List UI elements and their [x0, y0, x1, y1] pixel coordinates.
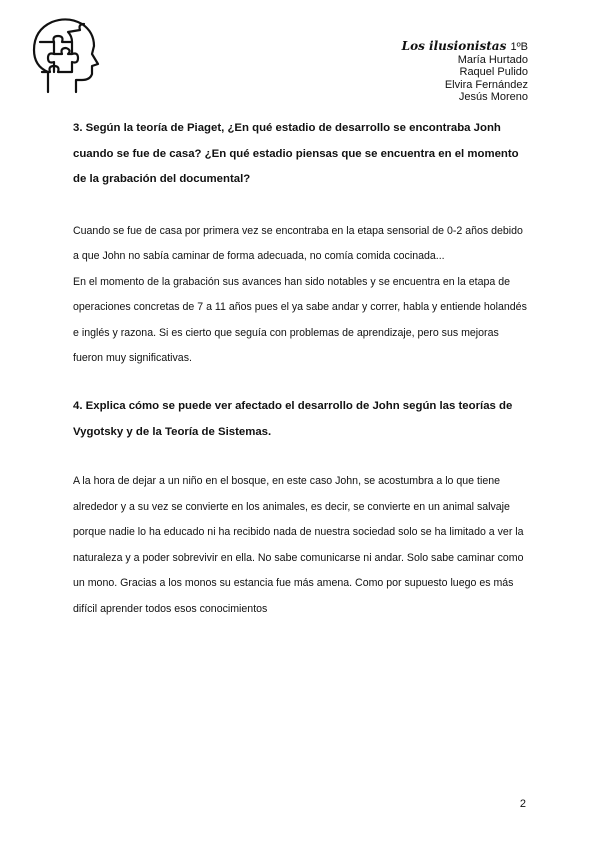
answer-3-paragraph-1: Cuando se fue de casa por primera vez se encontraba en la etapa sensorial de 0-2 años debido a que John no sabía caminar de forma adecuada, no comía comida cocinada...	[73, 224, 523, 263]
question-4: 4. Explica cómo se puede ver afectado el desarrollo de John según las teorías de Vygotsky y de la Teoría de Sistemas.	[73, 400, 513, 438]
puzzle-head-icon	[28, 14, 100, 94]
author-name: María Hurtado	[457, 53, 528, 66]
answer-3-paragraph-2: En el momento de la grabación sus avances han sido notables y se encuentra en la etapa de operaciones concretas de 7 a 11 años pues el ya sabe andar y correr, habla y entiende holandés e inglés y razona. Si es cierto que seguía con problemas de aprendizaje, pero sus mejoras fueron muy significativas.	[73, 275, 527, 365]
question-3: 3. Según la teoría de Piaget, ¿En qué estadio de desarrollo se encontraba Jonh cuando se fue de casa? ¿En qué estadio piensas que se encuentra en el momento de la grabación del documental?	[73, 122, 519, 185]
team-grade: 1ºB	[510, 41, 528, 53]
author-name: Jesús Moreno	[458, 91, 528, 103]
document-body	[73, 116, 531, 623]
team-line	[402, 40, 528, 54]
team-name: Los ilusionistas	[401, 39, 507, 53]
page-number: 2	[519, 798, 526, 810]
author-name: Elvira Fernández	[444, 78, 528, 91]
header	[402, 40, 528, 104]
author-name: Raquel Pulido	[459, 66, 528, 78]
answer-4-paragraph: A la hora de dejar a un niño en el bosque, en este caso John, se acostumbra a lo que tiene alrededor y a su vez se convierte en los animales, es decir, se convierte en un animal salvaje porque nadie lo ha educado ni ha recibido nada de nuestra sociedad solo se ha limitado a ver la naturaleza y a poder sobrevivir en ella. No sabe comunicarse ni andar. Solo sabe caminar como un mono. Gracias a los monos su estancia fue más amena. Como por supuesto luego es más difícil aprender todos esos conocimientos	[73, 475, 524, 616]
